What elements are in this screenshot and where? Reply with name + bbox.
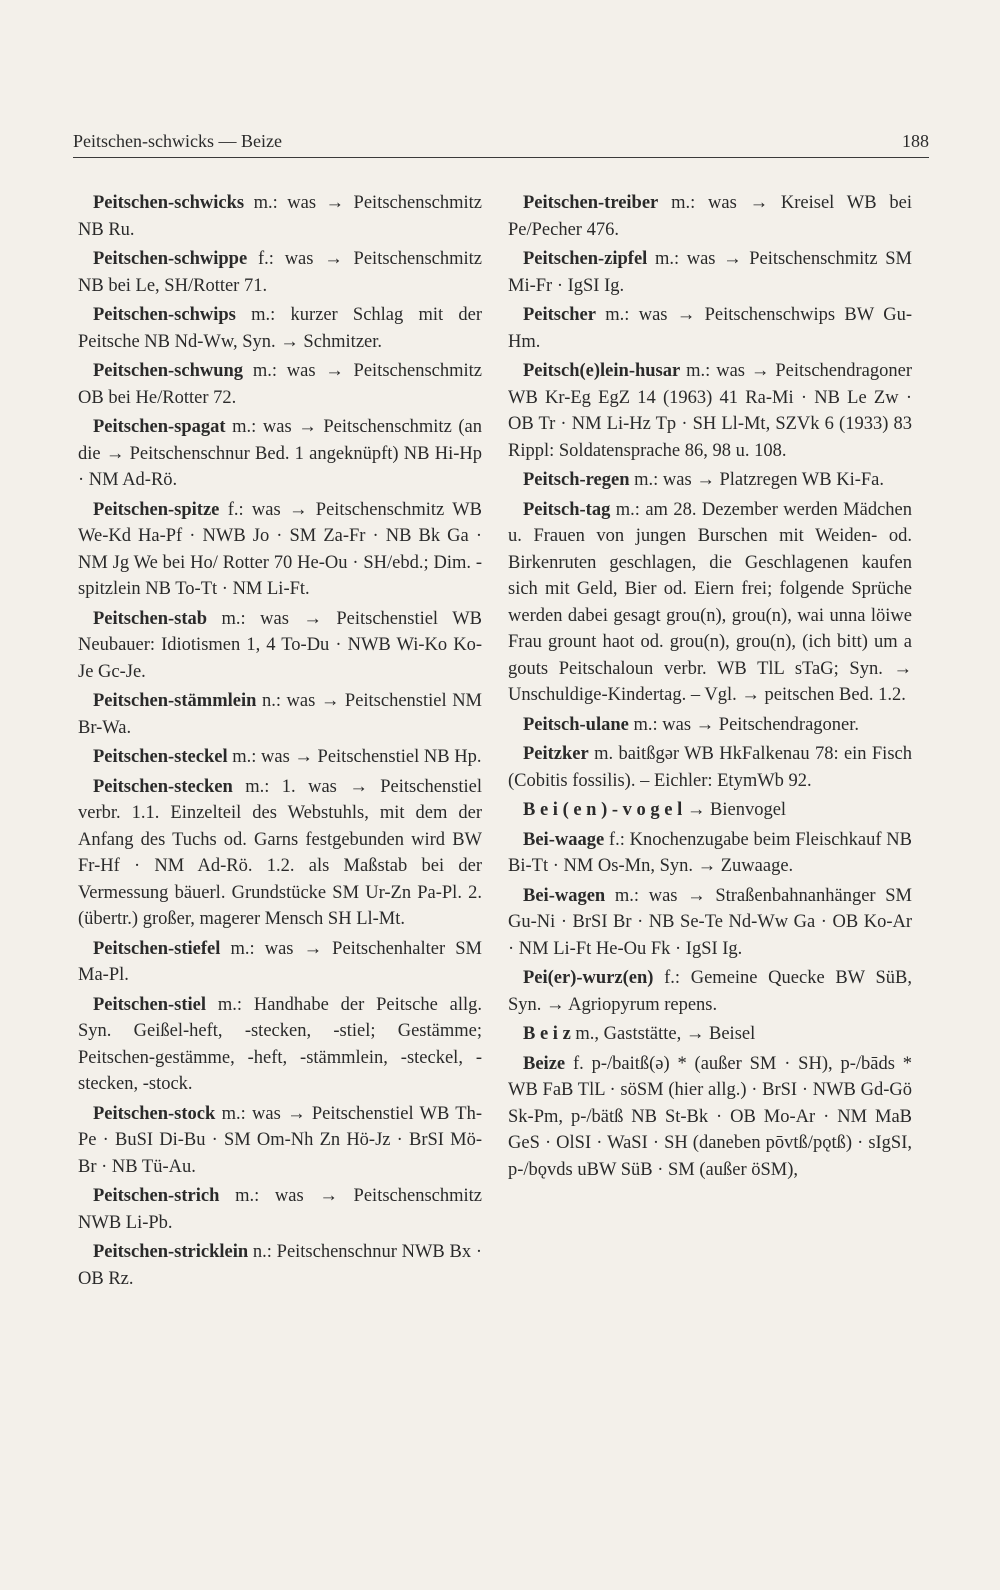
dictionary-entry (508, 1021, 912, 1048)
left-column (78, 190, 482, 1295)
entry-text: m.: was → Peitschendragoner. (628, 714, 860, 735)
entry-text: f.: was → Peitschenschmitz NB bei Le, SH/Rotter 71. (78, 249, 482, 296)
dictionary-entry (78, 774, 482, 933)
entry-text: f.: was → Peitschenschmitz WB We-Kd Ha-Pf · NWB Jo · SM Za-Fr · NB Bk Ga · NM Jg We bei Ho/ Rotter 70 He-Ou · SH/ebd.; Dim. -spitzlein NB To-Tt · NM Li-Ft. (78, 499, 482, 599)
dictionary-entry (508, 883, 912, 963)
running-title: Peitschen-schwicks — Beize (73, 131, 282, 151)
entry-lemma: Peitschen-stiefel (93, 938, 221, 959)
entry-lemma: Peitschen-steckel (93, 747, 228, 767)
entry-text: m.: was → Kreisel WB bei Pe/Pecher 476. (508, 193, 912, 240)
entry-text: f. p-/baitß(ə) * (außer SM · SH), p-/bāds * WB FaB TlL · söSM (hier allg.) · BrSI · NWB Gd-Gö Sk-Pm, p-/bätß NB St-Bk · OB Mo-Ar · NM MaB GeS · OlSI · WaSI · SH (daneben pōvtß/pǫtß) · sIgSI, p-/bǫvds uBW SüB · SM (außer öSM), (508, 1053, 912, 1180)
entry-lemma: Peitscher (523, 305, 596, 325)
entry-text: m.: was → Peitschenschmitz (an die → Peitschenschnur Bed. 1 angeknüpft) NB Hi-Hp · NM Ad-Rö. (78, 417, 482, 490)
entry-text: n.: Peitschenschnur NWB Bx · OB Rz. (78, 1242, 482, 1289)
dictionary-entry (78, 190, 482, 243)
dictionary-entry (508, 827, 912, 880)
dictionary-entry (508, 741, 912, 794)
dictionary-entry (508, 302, 912, 355)
entry-text: m.: was → Peitschenstiel WB Neubauer: Idiotismen 1, 4 To-Du · NWB Wi-Ko Ko-Je Gc-Je. (78, 608, 482, 682)
dictionary-entry (508, 246, 912, 299)
entry-lemma: Pei(er)-wurz(en) (523, 968, 654, 988)
dictionary-entry (508, 797, 912, 824)
dictionary-entry (78, 606, 482, 686)
dictionary-entry (508, 712, 912, 739)
dictionary-entry (78, 688, 482, 741)
dictionary-entry (508, 497, 912, 709)
entry-text: m., Gaststätte, → Beisel (570, 1024, 756, 1044)
entry-text: f.: Knochenzugabe beim Fleischkauf NB Bi-Tt · NM Os-Mn, Syn. → Zuwaage. (508, 829, 912, 876)
entry-text: m. baitßgər WB HkFalkenau 78: ein Fisch (Cobitis fossilis). – Eichler: EtymWb 92. (508, 744, 912, 791)
entry-lemma: Peitschen-stricklein (93, 1242, 249, 1262)
dictionary-entry (78, 414, 482, 494)
entry-lemma: Bei-waage (523, 829, 605, 850)
entry-lemma: Peitschen-stämmlein (93, 691, 257, 711)
entry-lemma: Peitschen-treiber (523, 193, 659, 213)
dictionary-entry (508, 190, 912, 243)
dictionary-entry (508, 358, 912, 464)
dictionary-entry (508, 1051, 912, 1184)
entry-lemma: Peitschen-schwung (93, 361, 244, 381)
right-column (508, 190, 912, 1186)
header-rule (73, 157, 929, 158)
entry-lemma: B e i z (523, 1024, 571, 1044)
entry-lemma: Peitsch-tag (523, 499, 611, 520)
entry-lemma: Peitschen-stecken (93, 776, 233, 797)
entry-lemma: Peitschen-spitze (93, 499, 220, 520)
dictionary-entry (78, 302, 482, 355)
dictionary-entry (78, 1239, 482, 1292)
entry-text: m.: was → Peitschenschmitz OB bei He/Rotter 72. (78, 361, 482, 408)
entry-text: f.: Gemeine Quecke BW SüB, Syn. → Agriopyrum repens. (508, 968, 912, 1015)
dictionary-entry (78, 497, 482, 603)
entry-lemma: Bei-wagen (523, 885, 606, 906)
entry-lemma: Peitschen-zipfel (523, 249, 648, 269)
entry-text: m.: was → Peitschenhalter SM Ma-Pl. (78, 938, 482, 985)
page-number: 188 (902, 131, 929, 151)
entry-lemma: Peitzker (523, 744, 589, 764)
entry-lemma: Peitschen-stock (93, 1103, 216, 1124)
dictionary-entry (78, 744, 482, 771)
entry-text: m.: was → Peitschendragoner WB Kr-Eg EgZ 14 (1963) 41 Ra-Mi · NB Le Zw · OB Tr · NM Li-Hz Tp · SH Ll-Mt, SZVk 6 (1933) 83 Rippl: Soldatensprache 86, 98 u. 108. (508, 361, 912, 461)
entry-text: → Bienvogel (682, 800, 787, 820)
entry-text: m.: was → Straßenbahnanhänger SM Gu-Ni · BrSI Br · NB Se-Te Nd-Ww Ga · OB Ko-Ar · NM Li-Ft He-Ou Fk · IgSI Ig. (508, 885, 912, 959)
entry-lemma: Peitschen-spagat (93, 417, 226, 437)
dictionary-entry (78, 1101, 482, 1181)
entry-lemma: Peitsch-ulane (523, 714, 629, 735)
dictionary-entry (78, 358, 482, 411)
entry-lemma: Peitsch-regen (523, 470, 630, 490)
entry-lemma: Beize (523, 1053, 566, 1074)
entry-text: m.: was → Peitschenschmitz NB Ru. (78, 193, 482, 240)
entry-text: m.: was → Platzregen WB Ki-Fa. (629, 470, 885, 490)
entry-text: m.: kurzer Schlag mit der Peitsche NB Nd-Ww, Syn. → Schmitzer. (78, 305, 482, 352)
entry-lemma: Peitschen-strich (93, 1186, 220, 1206)
dictionary-entry (78, 246, 482, 299)
entry-lemma: Peitschen-schwicks (93, 193, 245, 213)
entry-lemma: Peitschen-stiel (93, 994, 207, 1015)
entry-text: m.: was → Peitschenstiel WB Th-Pe · BuSI Di-Bu · SM Om-Nh Zn Hö-Jz · BrSI Mö-Br · NB Tü-Au. (78, 1103, 482, 1177)
dictionary-entry (508, 467, 912, 494)
entry-text: m.: was → Peitschenschwips BW Gu-Hm. (508, 305, 912, 352)
entry-text: n.: was → Peitschenstiel NM Br-Wa. (78, 691, 482, 738)
dictionary-entry (78, 992, 482, 1098)
entry-text: m.: was → Peitschenschmitz SM Mi-Fr · IgSI Ig. (508, 249, 912, 296)
entry-lemma: Peitschen-schwippe (93, 249, 248, 269)
entry-text: m.: was → Peitschenstiel NB Hp. (227, 747, 482, 767)
entry-lemma: Peitschen-schwips (93, 305, 236, 325)
entry-text: m.: 1. was → Peitschenstiel verbr. 1.1. Einzelteil des Webstuhls, mit dem der Anfang des Tuchs od. Garns festgebunden wird BW Fr-Hf · NM Ad-Rö. 1.2. als Maßstab bei der Vermessung bäuerl. Grundstücke SM Ur-Zn Pa-Pl. 2. (übertr.) großer, magerer Mensch SH Ll-Mt. (78, 776, 482, 929)
entry-text: m.: Handhabe der Peitsche allg. Syn. Geißel-heft, -stecken, -stiel; Gestämme; Peitschen-gestämme, -heft, -stämmlein, -steckel, -stecken, -stock. (78, 994, 482, 1094)
running-header (73, 131, 929, 152)
dictionary-entry (78, 1183, 482, 1236)
entry-lemma: Peitschen-stab (93, 608, 208, 629)
dictionary-entry (78, 936, 482, 989)
dictionary-entry (508, 965, 912, 1018)
entry-lemma: Peitsch(e)lein-husar (523, 361, 681, 381)
entry-lemma: B e i ( e n ) - v o g e l (523, 800, 683, 820)
entry-text: m.: am 28. Dezember werden Mädchen u. Frauen von jungen Burschen mit Weiden- od. Birkenruten geschlagen, die Geschlagenen kaufen sich mit Geld, Bier od. Eiern frei; folgende Sprüche werden dabei gesagt grou(n), grou(n), wai unna löiwe Frau grount haot od. grou(n), grou(n), (ich bitt) um a gouts Peitschaloun verbr. WB TlL sTaG; Syn. → Unschuldige-Kindertag. – Vgl. → peitschen Bed. 1.2. (508, 499, 912, 705)
entry-text: m.: was → Peitschenschmitz NWB Li-Pb. (78, 1186, 482, 1233)
